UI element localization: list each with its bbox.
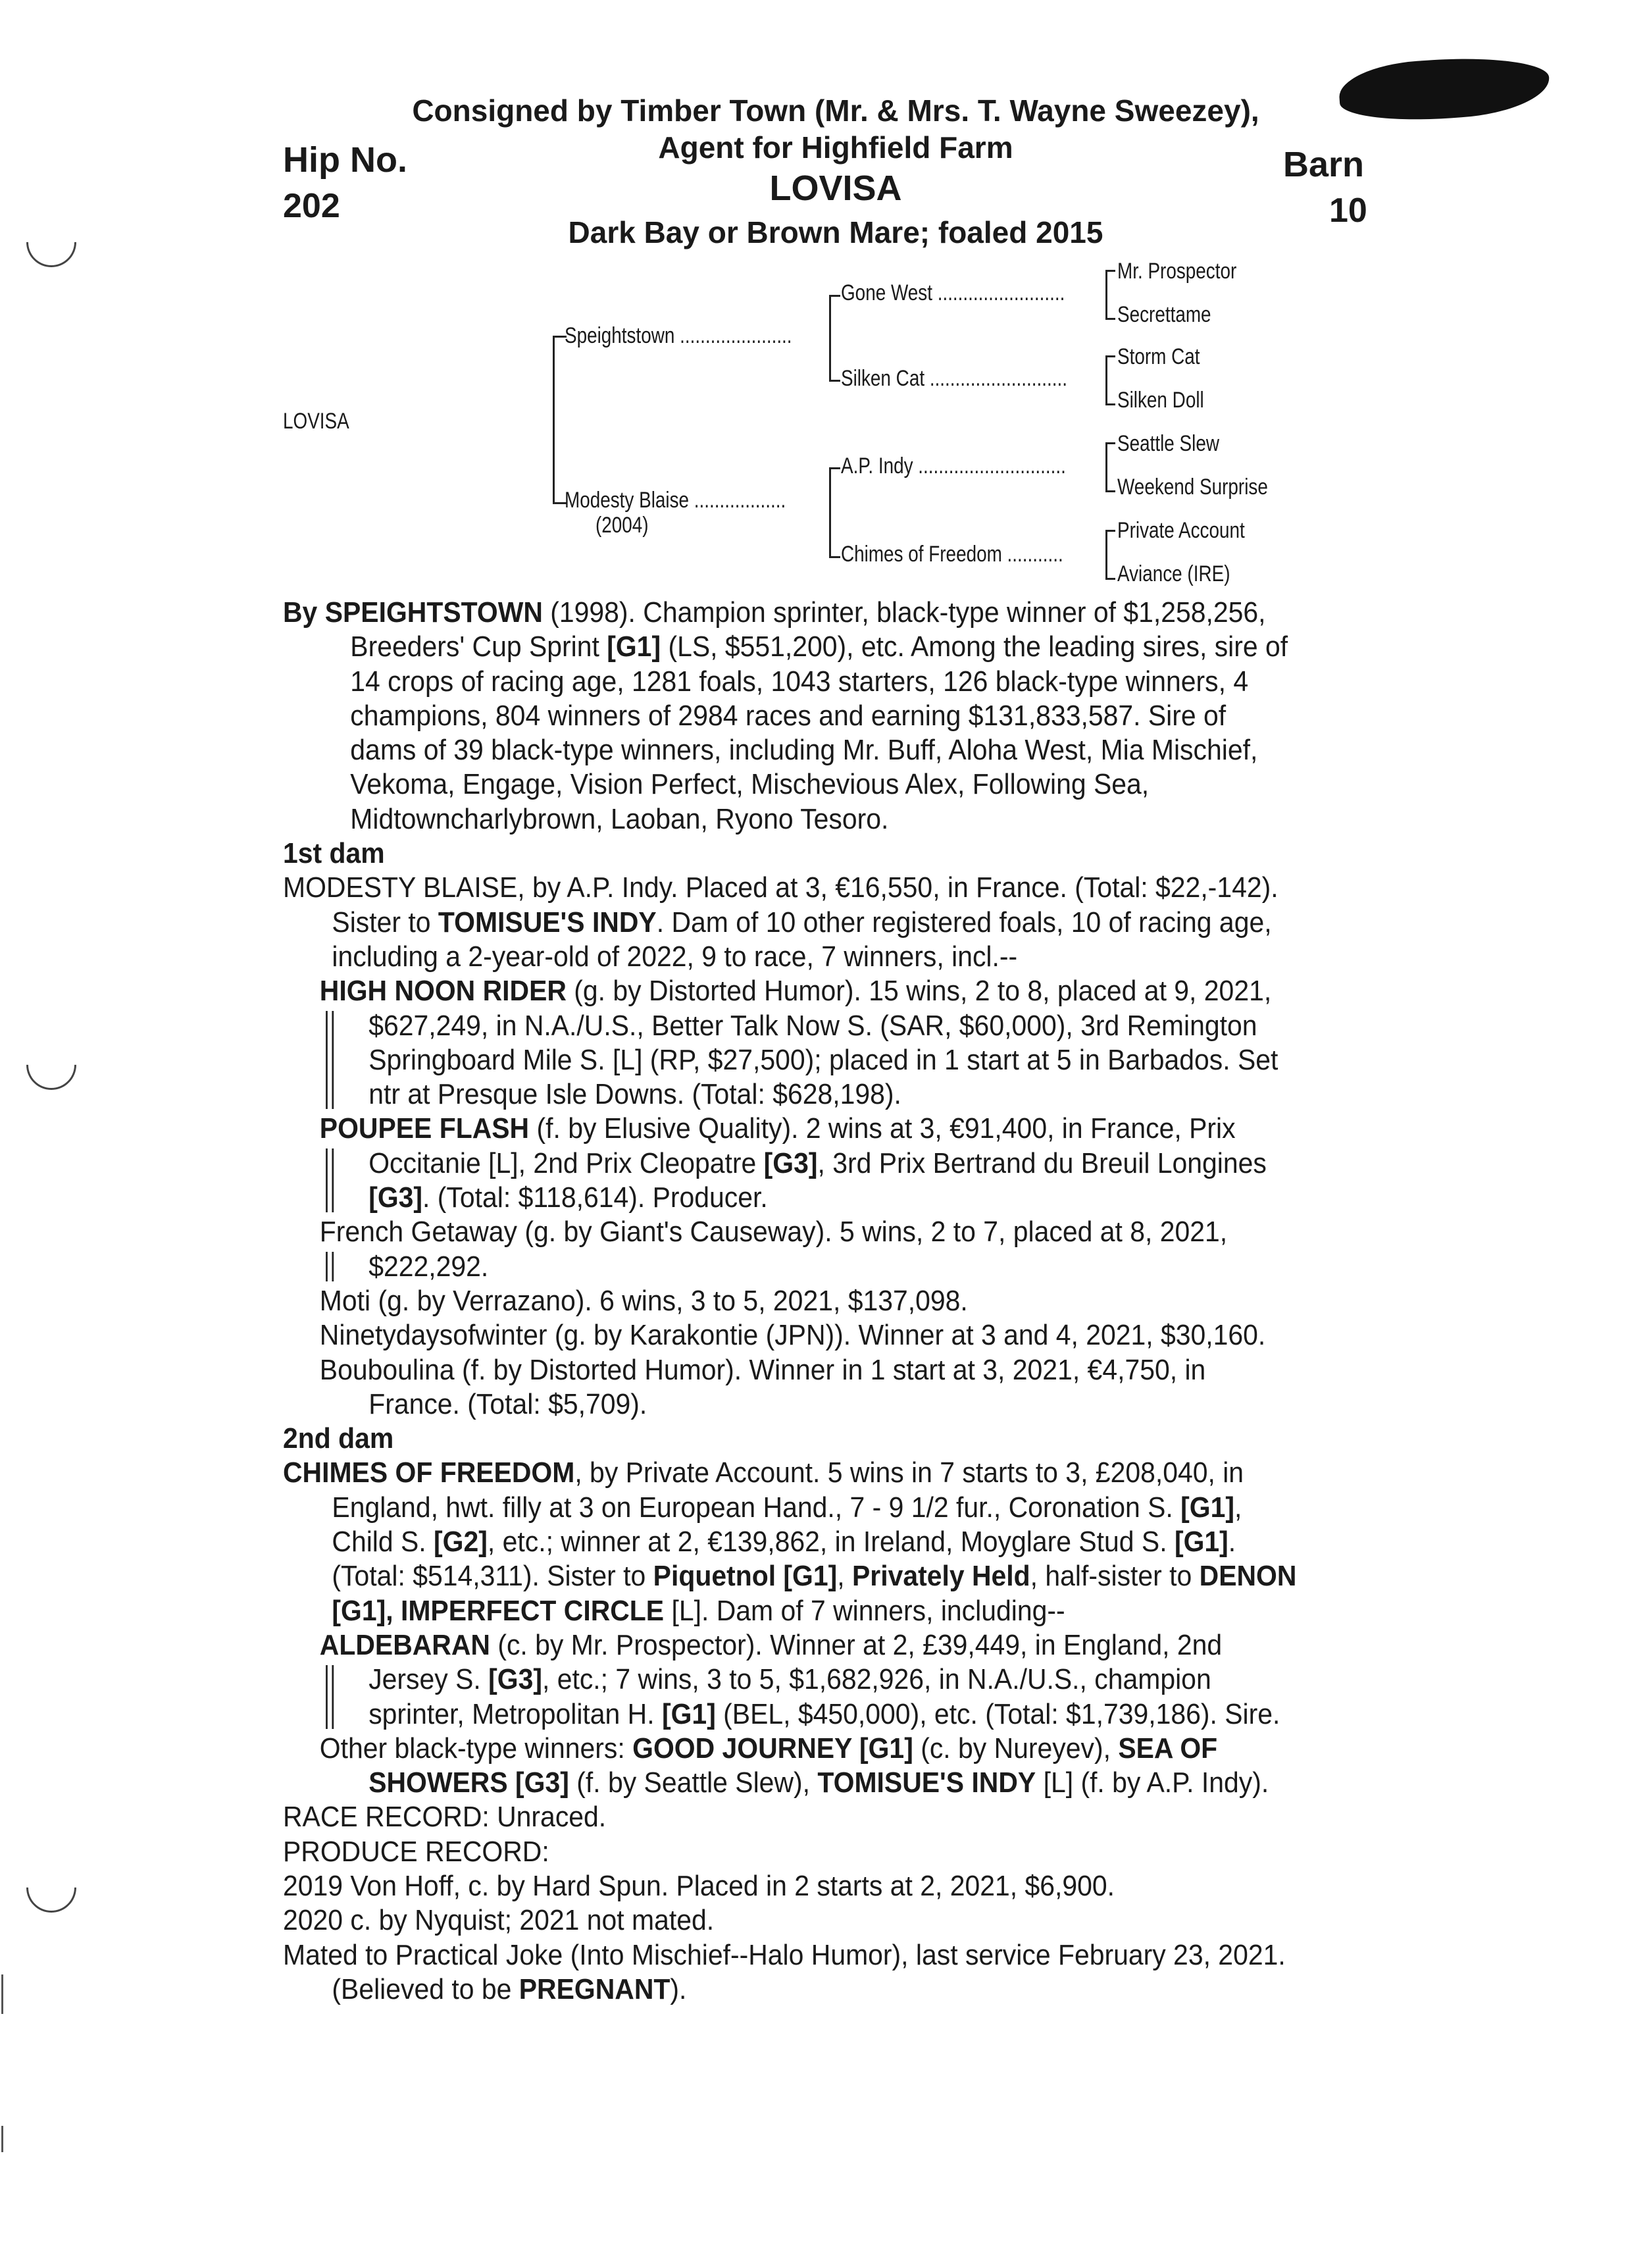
binder-hole-icon [16,1029,86,1100]
catalog-text [283,596,1299,2007]
hip-number: 202 [283,187,340,225]
pedigree-bracket [1105,442,1115,492]
consignor-line: Consigned by Timber Town (Mr. & Mrs. T. Wayne Sweezey), [412,93,1259,128]
second-dam-paragraph: CHIMES OF FREEDOM, by Private Account. 5 wins in 7 starts to 3, £208,040, in England, hwt. filly at 3 on European Hand., 7 - 9 1/2 fur., Coronation S. [G1], Child S. [G2], etc.; winner at 2, €139,862, in Ireland, Moyglare Stud S. [G1]. (Total: $514,311). Sister to Piquetnol [G1], Privately Held, half-sister to DENON [G1], IMPERFECT CIRCLE [L]. Dam of 7 winners, including-- [283,1456,1297,1627]
produce-high-noon-rider: HIGH NOON RIDER (g. by Distorted Humor). 15 wins, 2 to 8, placed at 9, 2021, $627,249, in N.A./U.S., Better Talk Now S. (SAR, $60,000), 3rd Remington Springboard Mile S. [L] (RP, $27,500); placed in 1 start at 5 in Barbados. Set ntr at Presque Isle Downs. (Total: $628,198). [283,974,1299,1112]
horse-name: LOVISA [769,168,902,208]
produce-2019: 2019 Von Hoff, c. by Hard Spun. Placed in 2 starts at 2, 2021, $6,900. [283,1869,1115,1902]
pedigree-g6: Weekend Surprise [1117,475,1268,500]
horse-description: Dark Bay or Brown Mare; foaled 2015 [568,215,1103,249]
hip-label: Hip No. [283,140,407,180]
edge-mark [1,2126,3,2152]
pedigree-g7: Private Account [1117,518,1245,543]
pedigree-g2: Secrettame [1117,302,1211,327]
produce-poupee-flash: POUPEE FLASH (f. by Elusive Quality). 2 wins at 3, €91,400, in France, Prix Occitanie [L], 2nd Prix Cleopatre [G3], 3rd Prix Bertrand du Breuil Longines [G3]. (Total: $118,614). Producer. [283,1112,1299,1215]
pedigree-subject: LOVISA [283,409,349,434]
first-dam-paragraph: MODESTY BLAISE, by A.P. Indy. Placed at 3, €16,550, in France. (Total: $22,-142). Sister to TOMISUE'S INDY. Dam of 10 other registered foals, 10 of racing age, including a 2-year-old of 2022, 9 to race, 7 winners, incl.-- [283,871,1278,973]
pedigree-bracket [1105,270,1115,320]
second-dam-heading: 2nd dam [283,1422,394,1455]
pedigree-bracket [829,295,840,382]
pedigree-dam: Modesty Blaise .................. [565,488,786,513]
pedigree-g1: Mr. Prospector [1117,259,1237,284]
mating-record: Mated to Practical Joke (Into Mischief--Halo Humor), last service February 23, 2021. (Believed to be PREGNANT). [283,1938,1286,2005]
sire-paragraph: By SPEIGHTSTOWN (1998). Champion sprinter, black-type winner of $1,258,256, Breeders' Cup Sprint [G1] (LS, $551,200), etc. Among the leading sires, sire of 14 crops of racing age, 1281 foals, 1043 starters, 126 black-type winners, 4 champions, 804 winners of 2984 races and earning $131,833,587. Sire of dams of 39 black-type winners, including Mr. Buff, Aloha West, Mia Mischief, Vekoma, Engage, Vision Perfect, Mischevious Alex, Following Sea, Midtowncharlybrown, Laoban, Ryono Tesoro. [283,596,1288,835]
binder-hole-icon [16,1852,86,1922]
pedigree-dam-dam: Chimes of Freedom ........... [841,542,1063,567]
pedigree-g5: Seattle Slew [1117,431,1219,456]
pedigree-sire-dam: Silken Cat ........................... [841,366,1067,391]
pedigree-dam-year: (2004) [595,513,649,538]
pedigree-g8: Aviance (IRE) [1117,561,1230,586]
pedigree-bracket [829,467,840,558]
produce-moti: Moti (g. by Verrazano). 6 wins, 3 to 5, 2021, $137,098. [319,1284,968,1317]
first-dam-heading: 1st dam [283,837,385,870]
produce-aldebaran: ALDEBARAN (c. by Mr. Prospector). Winner at 2, £39,449, in England, 2nd Jersey S. [G3], etc.; 7 wins, 3 to 5, $1,682,926, in N.A./U.S., champion sprinter, Metropolitan H. [G1] (BEL, $450,000), etc. (Total: $1,739,186). Sire. [283,1628,1299,1732]
barn-label: Barn [1283,145,1365,184]
pedigree-sire-sire: Gone West ......................... [841,280,1065,305]
pedigree-bracket [553,336,567,504]
race-record: RACE RECORD: Unraced. [283,1801,607,1834]
pedigree-bracket [1105,530,1115,580]
pedigree-dam-sire: A.P. Indy ............................. [841,453,1066,478]
pedigree-bracket [1105,355,1115,405]
produce-record-heading: PRODUCE RECORD: [283,1835,549,1868]
other-black-type-winners: Other black-type winners: GOOD JOURNEY [G1] (c. by Nureyev), SEA OF SHOWERS [G3] (f. by Seattle Slew), TOMISUE'S INDY [L] (f. by A.P. Indy). [319,1732,1269,1799]
pedigree-g3: Storm Cat [1117,344,1200,369]
binder-hole-icon [16,207,86,277]
edge-mark [1,1974,3,2014]
produce-bouboulina: Bouboulina (f. by Distorted Humor). Winner in 1 start at 3, 2021, €4,750, in France. (Total: $5,709). [319,1353,1206,1420]
barn-number: 10 [1329,192,1367,230]
agent-line: Agent for Highfield Farm [658,130,1013,165]
produce-french-getaway: French Getaway (g. by Giant's Causeway). 5 wins, 2 to 7, placed at 8, 2021, $222,292. [283,1215,1299,1284]
pedigree-g4: Silken Doll [1117,388,1204,413]
produce-2020: 2020 c. by Nyquist; 2021 not mated. [283,1904,715,1937]
produce-ninetydaysofwinter: Ninetydaysofwinter (g. by Karakontie (JPN)). Winner at 3 and 4, 2021, $30,160. [319,1319,1266,1352]
pedigree-sire: Speightstown ...................... [565,323,792,348]
